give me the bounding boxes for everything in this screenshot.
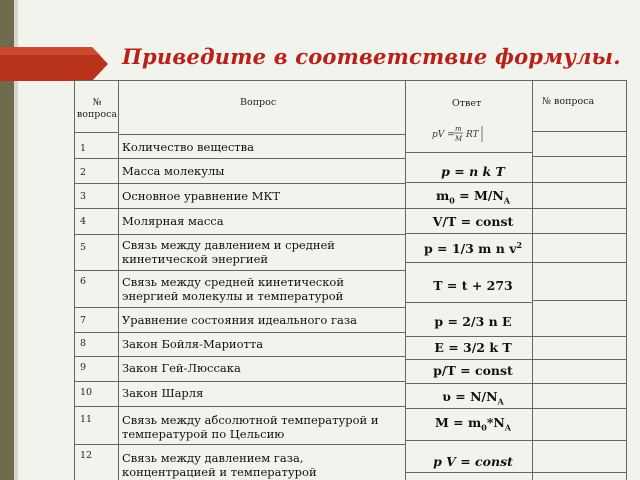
- svg-text:pV =: pV =: [432, 130, 455, 140]
- row-num: 4: [80, 216, 87, 227]
- answer-formula: V/T = const: [432, 214, 514, 229]
- row-num: 3: [80, 191, 87, 202]
- question-text: Закон Гей-Люссака: [122, 361, 241, 375]
- question-text: Связь между давлением и средней кинетической энергией: [122, 238, 335, 266]
- row-num: 9: [80, 362, 87, 373]
- answer-formula: E = 3/2 k T: [434, 340, 512, 355]
- row-num: 6: [80, 276, 87, 287]
- answer-formula: p/T = const: [433, 363, 513, 378]
- question-text: Связь между абсолютной температурой и температурой по Цельсию: [122, 413, 379, 441]
- question-text: Количество вещества: [122, 140, 254, 154]
- question-text: Основное уравнение МКТ: [122, 189, 281, 203]
- formula-image-pv-rt: [430, 122, 492, 148]
- row-num: 5: [80, 242, 87, 253]
- svg-text:M: M: [455, 135, 463, 143]
- row-num: 11: [80, 414, 93, 425]
- question-text: Закон Шарля: [122, 386, 204, 400]
- answer-formula: p = n k T: [441, 164, 505, 179]
- header-num: № вопроса: [76, 97, 118, 120]
- header-question: Вопрос: [240, 97, 277, 108]
- question-text: Молярная масса: [122, 214, 224, 228]
- header-num2: № вопроса: [542, 96, 595, 107]
- row-num: 10: [80, 387, 93, 398]
- answer-formula: p = 2/3 n E: [434, 314, 512, 329]
- answer-formula: p V = const: [433, 454, 513, 469]
- question-text: Уравнение состояния идеального газа: [122, 313, 358, 327]
- question-text: Связь между средней кинетической энергией молекулы и температурой: [122, 275, 345, 303]
- row-num: 12: [80, 450, 93, 461]
- row-num: 2: [80, 167, 87, 178]
- question-text: Связь между давлением газа, концентрацией и температурой: [122, 451, 317, 479]
- answer-formula: $M = m_0*N_A$: [434, 415, 511, 433]
- answer-formula: p = 1/3 m n $v^2$: [423, 240, 523, 257]
- answer-formula: $\upsilon = N/N_A$: [442, 389, 504, 407]
- answer-formula: $m_0 = M/N_A$: [435, 188, 511, 206]
- row-num: 1: [80, 143, 87, 154]
- svg-text:m: m: [455, 125, 462, 133]
- page-title: Приведите в соответствие формулы.: [122, 44, 621, 69]
- answer-formula: T = t + 273: [433, 278, 513, 293]
- svg-text:RT: RT: [466, 130, 479, 140]
- row-num: 7: [80, 315, 87, 326]
- question-text: Масса молекулы: [122, 164, 225, 178]
- question-text: Закон Бойля-Мариотта: [122, 337, 264, 351]
- arrow-banner-icon: [0, 47, 108, 81]
- row-num: 8: [80, 338, 87, 349]
- header-answer: Ответ: [452, 98, 482, 109]
